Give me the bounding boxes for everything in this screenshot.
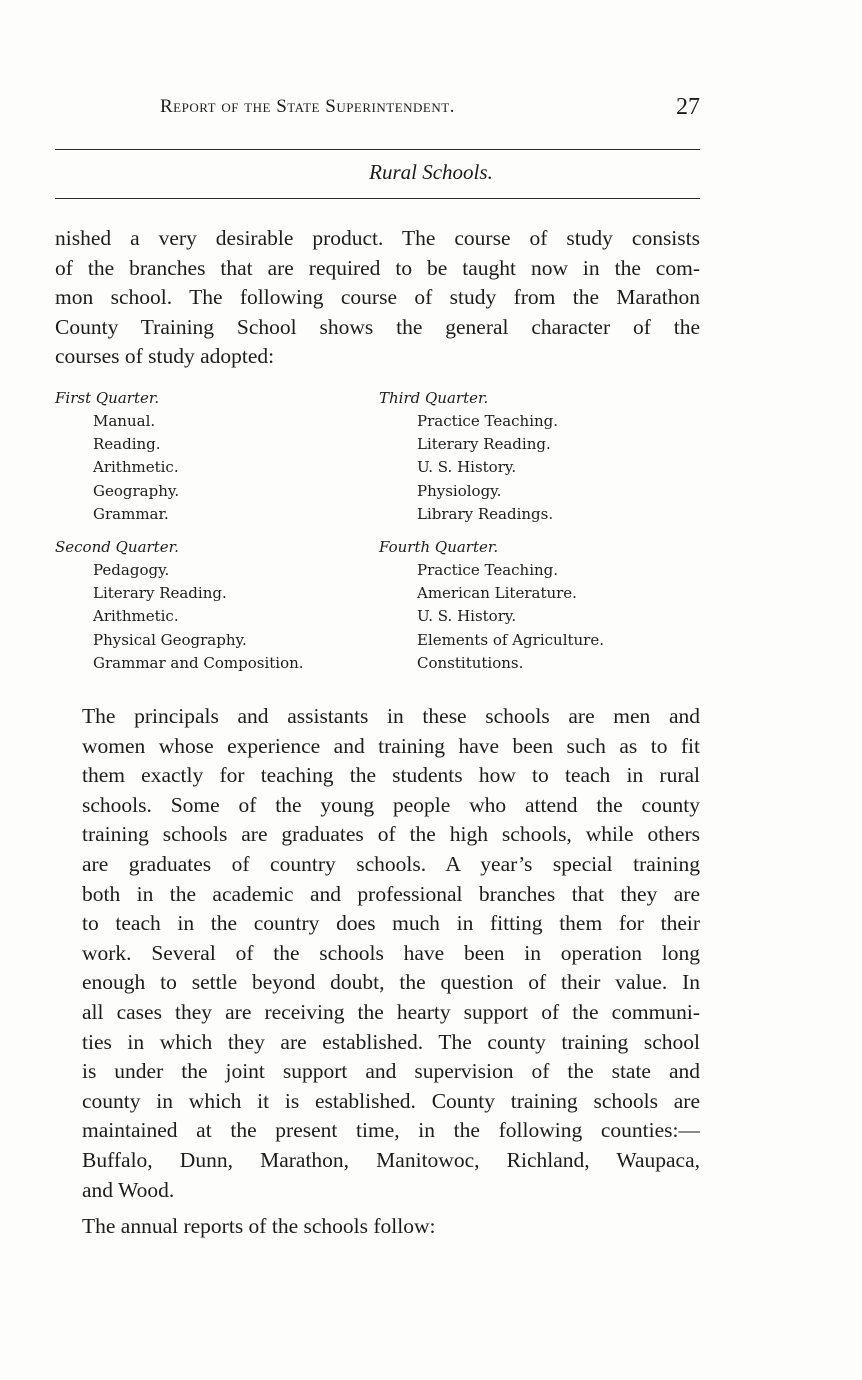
paragraph-line: county in which it is established. County training schools are bbox=[82, 1088, 700, 1113]
quarter-block bbox=[379, 536, 604, 675]
page-number: 27 bbox=[676, 94, 700, 120]
course-subject: Manual. bbox=[93, 412, 156, 430]
intro-paragraph bbox=[55, 224, 700, 372]
course-subject: American Literature. bbox=[417, 584, 577, 603]
paragraph-line: schools. Some of the young people who attend the county bbox=[82, 792, 700, 817]
paragraph-line: are graduates of country schools. A year’s special training bbox=[82, 851, 700, 876]
course-subject: Constitutions. bbox=[417, 653, 524, 672]
paragraph-line: mon school. The following course of study from the Marathon bbox=[55, 285, 700, 310]
course-subject: U. S. History. bbox=[417, 458, 517, 477]
paragraph-line: The principals and assistants in these schools are men and bbox=[82, 704, 700, 728]
running-head: Report of the State Superintendent. bbox=[160, 96, 455, 117]
course-subject: Literary Reading. bbox=[417, 435, 551, 454]
quarter-heading: Fourth Quarter. bbox=[379, 538, 499, 556]
quarter-heading: First Quarter. bbox=[55, 389, 160, 407]
course-subject: Literary Reading. bbox=[93, 584, 227, 603]
principals-paragraph bbox=[55, 702, 700, 1205]
quarter-block bbox=[379, 387, 558, 526]
paragraph-line: them exactly for teaching the students how to teach in rural bbox=[82, 763, 700, 788]
paragraph-line: and Wood. bbox=[82, 1177, 175, 1202]
paragraph-line: nished a very desirable product. The course of study consists bbox=[55, 226, 700, 250]
course-subject: Physiology. bbox=[417, 481, 502, 500]
paragraph-line: Buffalo, Dunn, Marathon, Manitowoc, Richland, Waupaca, bbox=[82, 1147, 700, 1172]
paragraph-line: County Training School shows the general character of the bbox=[55, 314, 700, 339]
course-subject: Practice Teaching. bbox=[417, 561, 559, 579]
paragraph-line: enough to settle beyond doubt, the question of their value. In bbox=[82, 970, 700, 995]
course-subject: Elements of Agriculture. bbox=[417, 630, 604, 649]
course-subject: Pedagogy. bbox=[93, 561, 170, 579]
course-subject: Reading. bbox=[93, 435, 161, 454]
paragraph-line: both in the academic and professional branches that they are bbox=[82, 881, 700, 906]
paragraph-line: maintained at the present time, in the following counties:— bbox=[82, 1118, 700, 1143]
quarter-heading: Second Quarter. bbox=[55, 538, 179, 556]
quarter-block bbox=[55, 536, 304, 675]
course-subject: Grammar. bbox=[93, 504, 169, 523]
course-subject: Arithmetic. bbox=[93, 607, 179, 626]
paragraph-line: courses of study adopted: bbox=[55, 344, 275, 369]
paragraph-line: women whose experience and training have been such as to fit bbox=[82, 733, 700, 758]
paragraph-line: training schools are graduates of the high schools, while others bbox=[82, 822, 700, 847]
course-subject: Physical Geography. bbox=[93, 630, 247, 649]
closing-paragraph: The annual reports of the schools follow: bbox=[82, 1214, 436, 1238]
paragraph-line: work. Several of the schools have been in operation long bbox=[82, 940, 700, 965]
paragraph-line: of the branches that are required to be taught now in the com- bbox=[55, 255, 700, 280]
paragraph-line: to teach in the country does much in fitting them for their bbox=[82, 911, 700, 936]
quarter-block bbox=[55, 387, 179, 526]
course-subject: U. S. History. bbox=[417, 607, 517, 626]
course-subject: Grammar and Composition. bbox=[93, 653, 304, 672]
paragraph-line: is under the joint support and supervision of the state and bbox=[82, 1059, 700, 1084]
quarter-heading: Third Quarter. bbox=[379, 389, 489, 407]
course-subject: Geography. bbox=[93, 481, 180, 500]
header-rule-top bbox=[55, 149, 700, 150]
course-subject: Library Readings. bbox=[417, 504, 554, 523]
section-title: Rural Schools. bbox=[369, 160, 493, 184]
course-subject: Practice Teaching. bbox=[417, 412, 559, 430]
paragraph-line: ties in which they are established. The county training school bbox=[82, 1029, 700, 1054]
paragraph-line: all cases they are receiving the hearty support of the communi- bbox=[82, 999, 700, 1024]
header-rule-bottom bbox=[55, 198, 700, 199]
course-subject: Arithmetic. bbox=[93, 458, 179, 477]
